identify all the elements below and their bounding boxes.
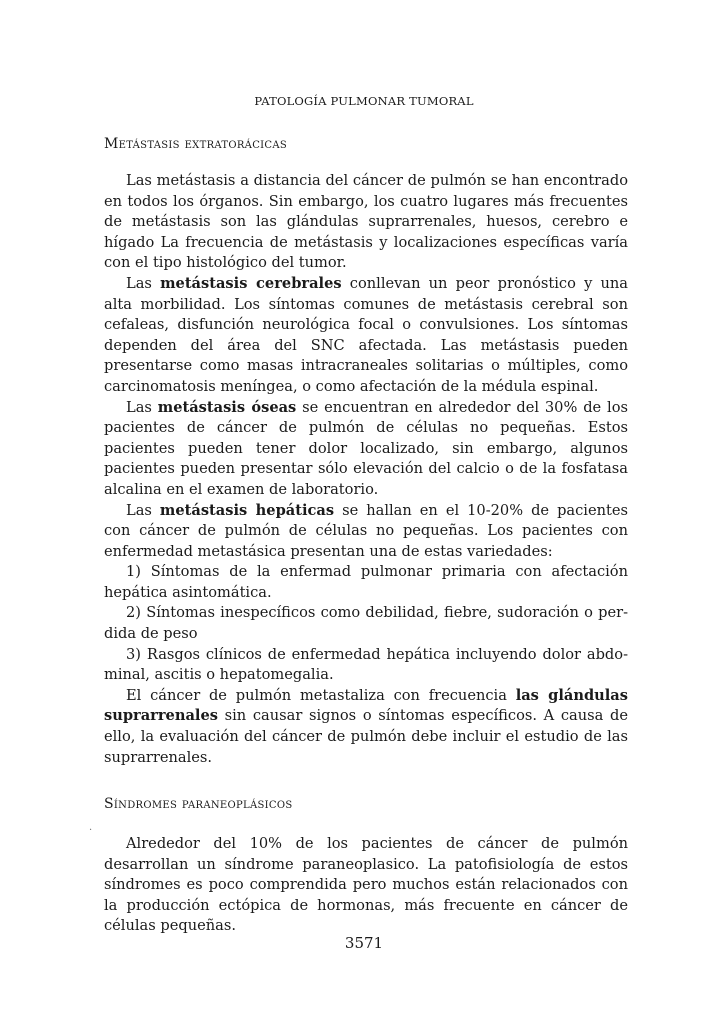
section-body-paraneoplastic: [104, 834, 628, 937]
list-item-1: 1) Síntomas de la enfermad pulmonar primaria con afectación hepática asintomática.: [104, 563, 628, 601]
section-title-paraneoplastic: Síndromes paraneoplásicos: [104, 796, 293, 812]
section-body-metastasis: [104, 171, 628, 768]
paragraph-adrenal: El cáncer de pulmón metastaliza con frecuencia las glándulas suprarrenales sin causar signos o síntomas específicos. A causa de ello, la evaluación del cáncer de pulmón debe incluir el estudio de las suprarrenales.: [104, 686, 628, 766]
page-number: 3571: [344, 934, 384, 952]
running-head: PATOLOGÍA PULMONAR TUMORAL: [254, 94, 474, 108]
paragraph: Alrededor del 10% de los pacientes de cáncer de pulmón desarrollan un síndrome paraneoplasico. La patofisiología de estos síndromes es poco comprendida pero muchos están relacionados con la producción ectópica de hormonas, más frecuente en cáncer de células pequeñas.: [104, 835, 628, 935]
list-item-3: 3) Rasgos clínicos de enfermedad hepática incluyendo dolor abdominal, ascitis o hepatomegalia.: [104, 645, 628, 684]
paragraph-bone: Las metástasis óseas se encuentran en alrededor del 30% de los pacientes de cáncer de pulmón de células no pequeñas. Estos pacientes pueden tener dolor localizado, sin embargo, algunos pacientes pueden presentar sólo elevación del calcio o de la fosfatasa alcalina en el examen de laboratorio.: [104, 398, 628, 498]
paragraph: Las metástasis a distancia del cáncer de pulmón se han encontrado en todos los órganos. Sin embargo, los cuatro lugares más frecuentes de metástasis son las glándulas suprarrenales, huesos, cerebro e hígado La frecuencia de metástasis y localizaciones específicas varía con el tipo histológico del tumor.: [104, 172, 628, 272]
stray-mark: ·: [89, 825, 93, 836]
paragraph-cerebral: Las metástasis cerebrales conllevan un peor pronóstico y una alta morbilidad. Los síntomas comunes de metástasis cerebral son cefaleas, disfunción neurológica focal o convulsiones. Los síntomas dependen del área del SNC afectada. Las metástasis pueden presentarse como masas intracraneales solitarias o múltiples, como carcinomatosis meníngea, o como afectación de la médula espinal.: [104, 274, 629, 395]
paragraph-liver: Las metástasis hepáticas se hallan en el 10-20% de pacientes con cáncer de pulmón de células no pequeñas. Los pacientes con enfermedad metastásica presentan una de estas variedades:: [104, 501, 628, 560]
section-title-metastasis: Metástasis extratorácicas: [104, 136, 288, 152]
list-item-2: 2) Síntomas inespecíficos como debilidad, fiebre, sudoración o perdida de peso: [104, 604, 628, 643]
